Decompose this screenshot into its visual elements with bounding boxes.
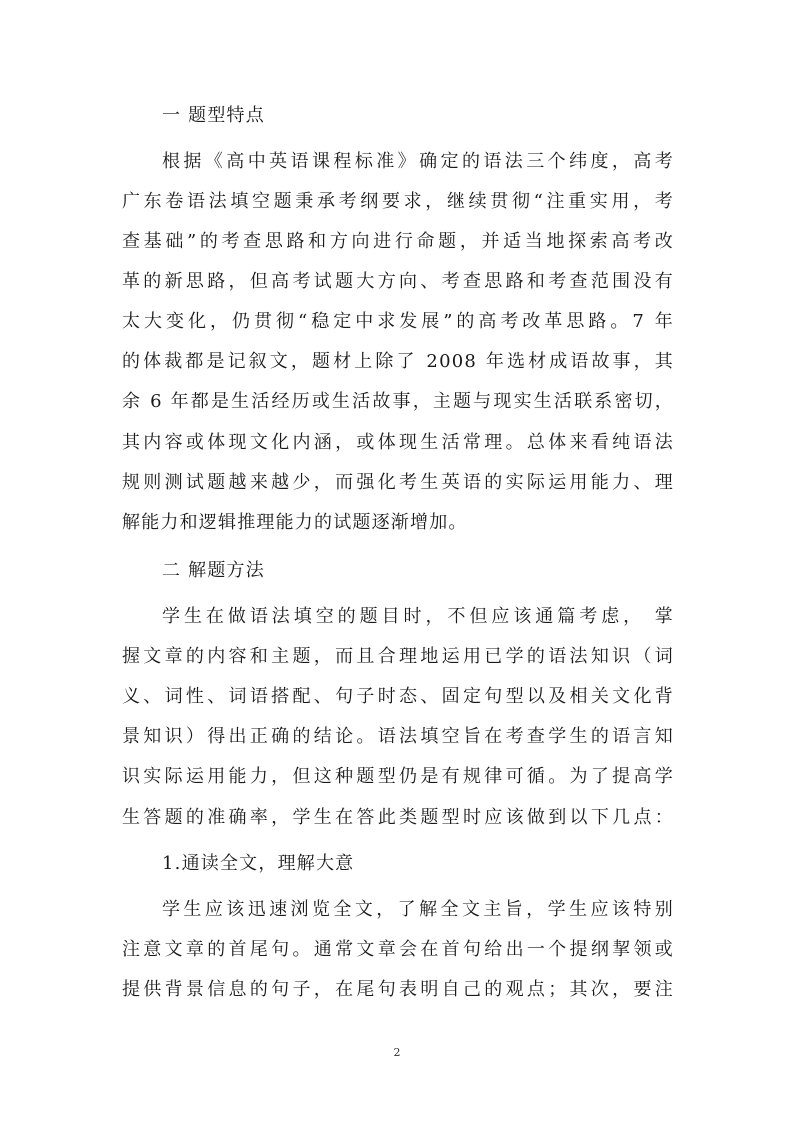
paragraph-line: 规则测试题越来越少，而强化考生英语的实际运用能力、理 bbox=[122, 472, 674, 493]
paragraph-line: 余 6 年都是生活经历或生活故事，主题与现实生活联系密切， bbox=[122, 391, 674, 412]
paragraph-line: 生答题的准确率，学生在答此类题型时应该做到以下几点： bbox=[122, 807, 674, 828]
paragraph-line: 提供背景信息的句子，在尾句表明自己的观点；其次，要注 bbox=[122, 979, 674, 1000]
paragraph-line: 景知识）得出正确的结论。语法填空旨在考查学生的语言知 bbox=[122, 726, 674, 747]
page-number: 2 bbox=[393, 1046, 401, 1059]
paragraph-line: 根据《高中英语课程标准》确定的语法三个纬度，高考 bbox=[162, 151, 674, 172]
paragraph-line: 革的新思路，但高考试题大方向、考查思路和考查范围没有 bbox=[122, 271, 674, 292]
subheading-1: 1.通读全文，理解大意 bbox=[162, 853, 355, 874]
paragraph-line: 注意文章的首尾句。通常文章会在首句给出一个提纲挈领或 bbox=[122, 939, 674, 960]
section-heading-2: 二 解题方法 bbox=[162, 560, 265, 581]
paragraph-line: 握文章的内容和主题，而且合理地运用已学的语法知识（词 bbox=[122, 646, 674, 667]
paragraph-line: 其内容或体现文化内涵，或体现生活常理。总体来看纯语法 bbox=[122, 432, 674, 453]
paragraph-line: 义、词性、词语搭配、句子时态、固定句型以及相关文化背 bbox=[122, 686, 674, 707]
paragraph-line: 学生在做语法填空的题目时，不但应该通篇考虑， 掌 bbox=[162, 606, 674, 627]
paragraph-line: 广东卷语法填空题秉承考纲要求，继续贯彻“注重实用，考 bbox=[122, 191, 674, 212]
paragraph-line: 学生应该迅速浏览全文，了解全文主旨，学生应该特别 bbox=[162, 899, 674, 920]
paragraph-line: 查基础”的考查思路和方向进行命题，并适当地探索高考改 bbox=[122, 231, 674, 252]
section-heading-1: 一 题型特点 bbox=[162, 105, 265, 126]
paragraph-line: 解能力和逻辑推理能力的试题逐渐增加。 bbox=[122, 512, 468, 533]
paragraph-line: 的体裁都是记叙文，题材上除了 2008 年选材成语故事，其 bbox=[122, 351, 674, 372]
paragraph-line: 识实际运用能力，但这种题型仍是有规律可循。为了提高学 bbox=[122, 766, 674, 787]
paragraph-line: 太大变化，仍贯彻“稳定中求发展”的高考改革思路。7 年 bbox=[122, 311, 674, 332]
